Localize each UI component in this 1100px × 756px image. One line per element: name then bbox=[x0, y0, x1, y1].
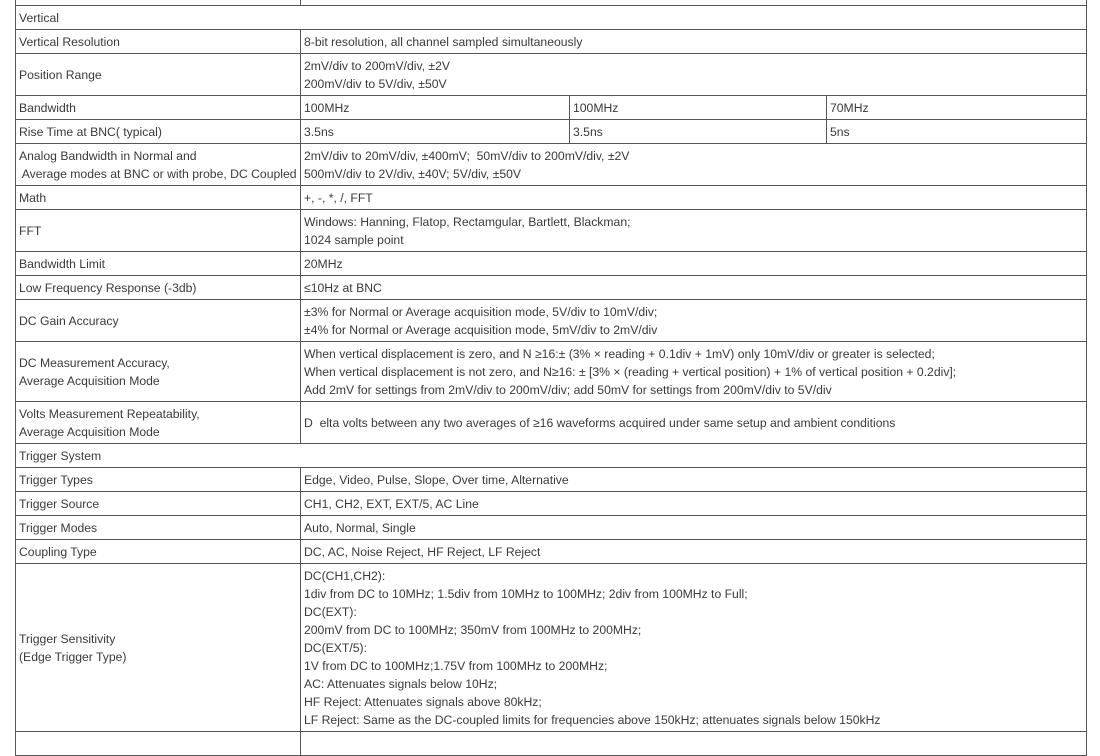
row-value bbox=[301, 252, 1087, 276]
section-header-row bbox=[16, 444, 1087, 468]
row-label: Coupling Type bbox=[16, 540, 301, 564]
row-value bbox=[301, 540, 1087, 564]
row-value bbox=[301, 468, 1087, 492]
row-label: DC Gain Accuracy bbox=[16, 300, 301, 342]
value-line: LF Reject: Same as the DC-coupled limits for frequencies above 150kHz; attenuates signals below 150kHz bbox=[304, 712, 881, 727]
table-row bbox=[16, 252, 1087, 276]
row-value bbox=[301, 564, 1087, 732]
table-row bbox=[16, 564, 1087, 732]
value-line: DC, AC, Noise Reject, HF Reject, LF Reject bbox=[304, 544, 541, 559]
row-label bbox=[16, 342, 301, 402]
table-row bbox=[16, 186, 1087, 210]
value-line: Auto, Normal, Single bbox=[304, 520, 416, 535]
section-title-vertical: Vertical bbox=[16, 6, 1087, 30]
table-row bbox=[16, 144, 1087, 186]
label-line: Average modes at BNC or with probe, DC Coupled bbox=[19, 166, 297, 181]
table-row bbox=[16, 732, 1087, 756]
value-line: Edge, Video, Pulse, Slope, Over time, Alternative bbox=[304, 472, 569, 487]
label-line: Trigger Sensitivity bbox=[19, 631, 116, 646]
row-label: Low Frequency Response (-3db) bbox=[16, 276, 301, 300]
table-row bbox=[16, 492, 1087, 516]
row-label bbox=[16, 732, 301, 756]
table-row bbox=[16, 120, 1087, 144]
row-label bbox=[16, 144, 301, 186]
table-row bbox=[16, 516, 1087, 540]
value-line: Add 2mV for settings from 2mV/div to 200mV/div; add 50mV for settings from 200mV/div to 5V/div bbox=[304, 382, 832, 397]
row-value bbox=[301, 492, 1087, 516]
value-line: ±4% for Normal or Average acquisition mode, 5mV/div to 2mV/div bbox=[304, 322, 658, 337]
row-value bbox=[301, 30, 1087, 54]
label-line: Volts Measurement Repeatability, bbox=[19, 406, 200, 421]
row-value-col1: 3.5ns bbox=[301, 120, 570, 144]
row-label: Vertical Resolution bbox=[16, 30, 301, 54]
row-label: Bandwidth bbox=[16, 96, 301, 120]
row-label: Trigger Types bbox=[16, 468, 301, 492]
value-line: DC(EXT): bbox=[304, 604, 357, 619]
row-value bbox=[301, 402, 1087, 444]
row-label bbox=[16, 564, 301, 732]
value-line: 20MHz bbox=[304, 256, 343, 271]
row-value bbox=[301, 300, 1087, 342]
value-line: HF Reject: Attenuates signals above 80kHz; bbox=[304, 694, 542, 709]
row-value bbox=[301, 276, 1087, 300]
value-line: ±3% for Normal or Average acquisition mode, 5V/div to 10mV/div; bbox=[304, 304, 658, 319]
table-row bbox=[16, 30, 1087, 54]
row-value bbox=[301, 54, 1087, 96]
value-line: When vertical displacement is not zero, and N≥16: ± [3% × (reading + vertical position) + 1% of vertical position + 0.2div]; bbox=[304, 364, 957, 379]
value-line: ≤10Hz at BNC bbox=[304, 280, 382, 295]
table-row bbox=[16, 300, 1087, 342]
value-line: DC(CH1,CH2): bbox=[304, 568, 386, 583]
row-value bbox=[301, 732, 1087, 756]
value-line: D elta volts between any two averages of ≥16 waveforms acquired under same setup and ambient conditions bbox=[304, 415, 896, 430]
value-line: DC(EXT/5): bbox=[304, 640, 367, 655]
row-label: FFT bbox=[16, 210, 301, 252]
value-line: 1V from DC to 100MHz;1.75V from 100MHz to 200MHz; bbox=[304, 658, 608, 673]
row-value bbox=[301, 342, 1087, 402]
row-label: Bandwidth Limit bbox=[16, 252, 301, 276]
row-label: Rise Time at BNC( typical) bbox=[16, 120, 301, 144]
row-value-col1: 100MHz bbox=[301, 96, 570, 120]
section-header-row bbox=[16, 6, 1087, 30]
value-line: Windows: Hanning, Flatop, Rectamgular, Bartlett, Blackman; bbox=[304, 214, 631, 229]
row-value bbox=[301, 210, 1087, 252]
value-line: 500mV/div to 2V/div, ±40V; 5V/div, ±50V bbox=[304, 166, 522, 181]
row-value bbox=[301, 144, 1087, 186]
value-line: When vertical displacement is zero, and N ≥16:± (3% × reading + 0.1div + 1mV) only 10mV/div or greater is selected; bbox=[304, 346, 935, 361]
row-label bbox=[16, 402, 301, 444]
spec-table bbox=[15, 0, 1087, 756]
section-title-trigger-system: Trigger System bbox=[16, 444, 1087, 468]
label-line: DC Measurement Accuracy, bbox=[19, 355, 170, 370]
table-row bbox=[16, 402, 1087, 444]
value-line: +, -, *, /, FFT bbox=[304, 190, 373, 205]
label-line: (Edge Trigger Type) bbox=[19, 649, 127, 664]
value-line: 200mV/div to 5V/div, ±50V bbox=[304, 76, 447, 91]
table-row bbox=[16, 210, 1087, 252]
row-value-col3: 5ns bbox=[827, 120, 1087, 144]
value-line: 2mV/div to 200mV/div, ±2V bbox=[304, 58, 451, 73]
row-label: Math bbox=[16, 186, 301, 210]
table-row bbox=[16, 540, 1087, 564]
table-row bbox=[16, 342, 1087, 402]
label-line: Average Acquisition Mode bbox=[19, 424, 160, 439]
table-row bbox=[16, 468, 1087, 492]
table-row bbox=[16, 96, 1087, 120]
row-value-col2: 100MHz bbox=[570, 96, 827, 120]
row-label: Position Range bbox=[16, 54, 301, 96]
row-value-col3: 70MHz bbox=[827, 96, 1087, 120]
value-line: CH1, CH2, EXT, EXT/5, AC Line bbox=[304, 496, 479, 511]
value-line: 8-bit resolution, all channel sampled simultaneously bbox=[304, 34, 583, 49]
label-line: Average Acquisition Mode bbox=[19, 373, 160, 388]
table-row bbox=[16, 54, 1087, 96]
table-row bbox=[16, 276, 1087, 300]
value-line: 1024 sample point bbox=[304, 232, 404, 247]
row-value bbox=[301, 186, 1087, 210]
label-line: Analog Bandwidth in Normal and bbox=[19, 148, 197, 163]
value-line: 2mV/div to 20mV/div, ±400mV; 50mV/div to 200mV/div, ±2V bbox=[304, 148, 630, 163]
row-value bbox=[301, 516, 1087, 540]
row-label: Trigger Source bbox=[16, 492, 301, 516]
value-line: 200mV from DC to 100MHz; 350mV from 100MHz to 200MHz; bbox=[304, 622, 642, 637]
value-line: 1div from DC to 10MHz; 1.5div from 10MHz to 100MHz; 2div from 100MHz to Full; bbox=[304, 586, 748, 601]
row-label: Trigger Modes bbox=[16, 516, 301, 540]
row-value-col2: 3.5ns bbox=[570, 120, 827, 144]
value-line: AC: Attenuates signals below 10Hz; bbox=[304, 676, 498, 691]
